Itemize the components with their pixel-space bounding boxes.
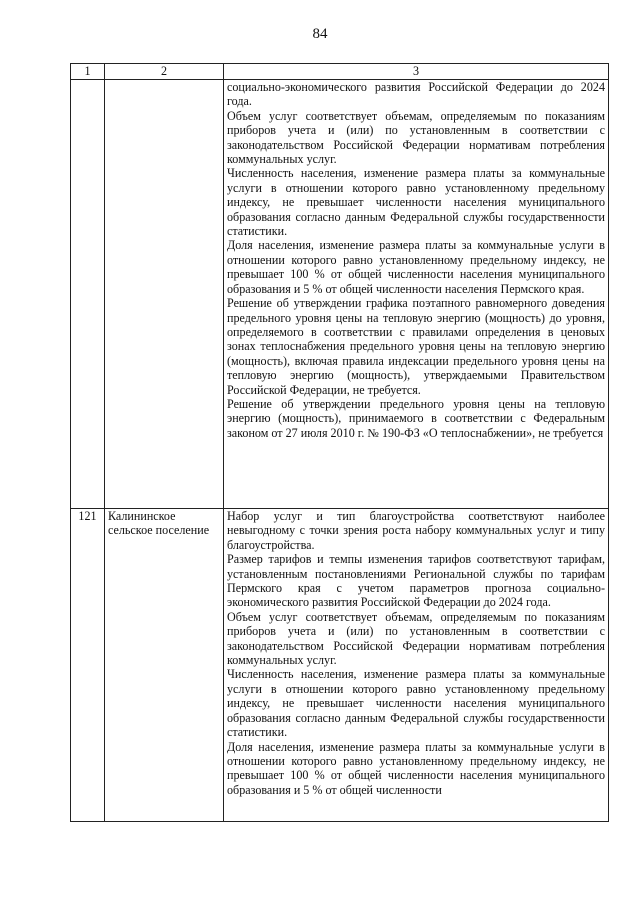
paragraph: Доля населения, изменение размера платы за коммунальные услуги в отношении которого равно установленному предельному индексу, не превышает 100 % от общей численности населения муниципального образования и 5 % от общей численности bbox=[227, 739, 605, 797]
paragraph: социально-экономического развития Российской Федерации до 2024 года. bbox=[227, 80, 605, 109]
municipality-name bbox=[105, 80, 224, 509]
paragraph: Решение об утверждении графика поэтапного равномерного доведения предельного уровня цены на тепловую энергию (мощность) до уровня, определяемого в соответствии с правилами определения в ценовых зонах теплоснабжения предельного уровня цены на тепловую энергию (мощность), включая правила индексации предельного уровня цены на тепловую энергию (мощность), утверждаемыми Правительством Российской Федерации, не требуется. bbox=[227, 296, 605, 397]
table-header-row bbox=[71, 64, 609, 80]
row-number: 121 bbox=[71, 509, 105, 822]
header-col-3: 3 bbox=[224, 64, 609, 80]
paragraph: Набор услуг и тип благоустройства соответствуют наиболее невыгодному с точки зрения роста набору коммунальных услуг и типу благоустройства. bbox=[227, 509, 605, 552]
conditions-cell bbox=[224, 509, 609, 822]
table-row bbox=[71, 80, 609, 509]
paragraph: Численность населения, изменение размера платы за коммунальные услуги в отношении которого равно установленному предельному индексу, не превышает численности населения муниципального образования согласно данным Федеральной службы государственности статистики. bbox=[227, 667, 605, 740]
paragraph: Объем услуг соответствует объемам, определяемым по показаниям приборов учета и (или) по установленным в соответствии с законодательством Российской Федерации нормативам потребления коммунальных услуг. bbox=[227, 108, 605, 167]
paragraph: Размер тарифов и темпы изменения тарифов соответствуют тарифам, установленным постановлениями Региональной службы по тарифам Пермского края с учетом параметров прогноза социально-экономического развития Российской Федерации до 2024 года. bbox=[227, 552, 605, 610]
header-col-1: 1 bbox=[71, 64, 105, 80]
header-col-2: 2 bbox=[105, 64, 224, 80]
data-table bbox=[70, 63, 609, 822]
paragraph: Решение об утверждении предельного уровня цены на тепловую энергию (мощность), принимаемого в соответствии с Федеральным законом от 27 июля 2010 г. № 190-ФЗ «О теплоснабжении», не требуется bbox=[227, 396, 605, 440]
row-number bbox=[71, 80, 105, 509]
paragraph: Доля населения, изменение размера платы за коммунальные услуги в отношении которого равно установленному предельному индексу, не превышает 100 % от общей численности населения муниципального образования и 5 % от общей численности населения Пермского края. bbox=[227, 238, 605, 296]
page-number: 84 bbox=[312, 26, 328, 42]
paragraph: Объем услуг соответствует объемам, определяемым по показаниям приборов учета и (или) по установленным в соответствии с законодательством Российской Федерации нормативам потребления коммунальных услуг. bbox=[227, 609, 605, 668]
table-row bbox=[71, 509, 609, 822]
paragraph: Численность населения, изменение размера платы за коммунальные услуги в отношении которого равно установленному предельному индексу, не превышает численности населения муниципального образования согласно данным Федеральной службы государственности статистики. bbox=[227, 166, 605, 239]
conditions-cell bbox=[224, 80, 609, 509]
municipality-name: Калининское сельское поселение bbox=[105, 509, 224, 822]
